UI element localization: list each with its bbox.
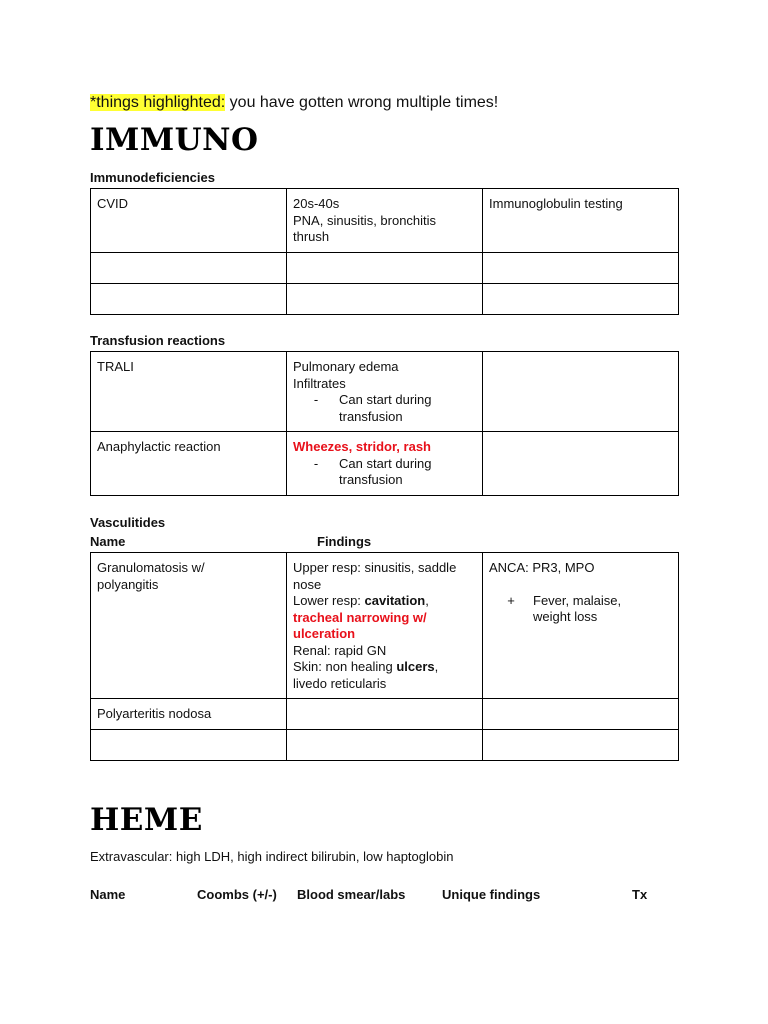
transfusion-table <box>90 351 679 496</box>
cell-text: thrush <box>293 229 330 244</box>
bullet-marker: - <box>313 455 319 471</box>
cell-text: PNA, sinusitis, bronchitis <box>293 212 437 228</box>
table-cell <box>287 253 483 284</box>
table-cell <box>91 432 287 496</box>
table-cell <box>91 253 287 284</box>
highlight-legend-text: you have gotten wrong multiple times! <box>225 94 499 111</box>
cell-text <box>293 593 476 610</box>
table-cell <box>91 553 287 699</box>
text-run: Skin: non healing <box>293 659 397 674</box>
bullet-item <box>489 593 672 626</box>
table-cell <box>483 432 679 496</box>
bullet-text <box>339 456 432 489</box>
heme-header-tx: Tx <box>632 887 648 902</box>
section-title-heme: HEME <box>90 802 203 838</box>
table-cell <box>483 352 679 432</box>
highlighted-text: Wheezes, stridor, rash <box>293 439 431 454</box>
cell-text: Polyarteritis nodosa <box>97 706 212 721</box>
table-row <box>91 253 679 284</box>
table-cell <box>483 253 679 284</box>
table-cell <box>287 189 483 253</box>
bold-text: cavitation <box>364 593 426 608</box>
highlight-legend-marker: *things highlighted: <box>90 94 226 111</box>
cell-text: Immunoglobulin testing <box>489 196 623 211</box>
table-cell <box>287 699 483 730</box>
subheading-vasculitides: Vasculitides <box>90 515 166 530</box>
bullet-item <box>293 456 476 489</box>
cell-text: 20s-40s <box>293 196 340 211</box>
bullet-line: transfusion <box>339 472 403 487</box>
cell-text: TRALI <box>97 359 134 374</box>
table-cell <box>483 699 679 730</box>
table-cell <box>287 432 483 496</box>
heme-header-unique: Unique findings <box>442 887 541 902</box>
subheading-transfusion-reactions: Transfusion reactions <box>90 333 226 348</box>
table-row <box>91 189 679 253</box>
subheading-immunodeficiencies: Immunodeficiencies <box>90 170 215 185</box>
heme-header-smear: Blood smear/labs <box>297 887 406 902</box>
table-row <box>91 553 679 699</box>
cell-text: CVID <box>97 196 129 211</box>
cell-text: nose <box>293 576 322 592</box>
table-cell <box>483 189 679 253</box>
heme-header-name: Name <box>90 887 126 902</box>
bullet-text <box>339 392 432 425</box>
table-cell <box>91 352 287 432</box>
cell-text: livedo reticularis <box>293 675 387 691</box>
text-run: , <box>425 593 429 608</box>
cell-text: Anaphylactic reaction <box>97 439 221 454</box>
text-run: , <box>434 659 439 674</box>
bullet-text <box>533 593 621 626</box>
table-cell <box>483 730 679 761</box>
column-label-findings: Findings <box>317 534 372 549</box>
cell-text <box>293 659 476 676</box>
bullet-line: Can start during <box>339 455 432 471</box>
table-row <box>91 432 679 496</box>
cell-text: Granulomatosis w/ <box>97 560 205 575</box>
table-row <box>91 284 679 315</box>
table-cell <box>91 189 287 253</box>
cell-text: Pulmonary edema <box>293 359 399 374</box>
table-cell <box>91 699 287 730</box>
bullet-item <box>293 392 476 425</box>
table-cell <box>287 352 483 432</box>
immunodeficiencies-table <box>90 188 679 315</box>
cell-text: polyangitis <box>97 576 159 592</box>
cell-text: Renal: rapid GN <box>293 642 387 658</box>
text-run: Lower resp: <box>293 593 365 608</box>
heme-header-coombs: Coombs (+/-) <box>197 887 277 902</box>
table-cell <box>287 730 483 761</box>
section-title-immuno: IMMUNO <box>90 122 259 158</box>
bullet-line: weight loss <box>533 609 598 624</box>
table-cell <box>91 730 287 761</box>
bullet-line: Can start during <box>339 392 432 407</box>
bullet-marker: + <box>507 592 515 608</box>
bullet-line: Fever, malaise, <box>533 592 622 608</box>
bullet-marker: - <box>313 392 319 407</box>
cell-text: Infiltrates <box>293 375 346 391</box>
vasculitides-table <box>90 552 679 761</box>
table-cell <box>287 553 483 699</box>
highlight-legend <box>90 94 498 112</box>
table-row <box>91 699 679 730</box>
bold-text: ulcers <box>396 659 435 674</box>
table-cell <box>287 284 483 315</box>
highlighted-text: tracheal narrowing w/ <box>293 609 427 625</box>
bullet-line: transfusion <box>339 408 403 424</box>
column-label-name: Name <box>90 534 126 549</box>
extravascular-note: Extravascular: high LDH, high indirect bilirubin, low haptoglobin <box>90 849 454 864</box>
table-row <box>91 352 679 432</box>
table-row <box>91 730 679 761</box>
highlighted-text: ulceration <box>293 626 356 641</box>
cell-text: ANCA: PR3, MPO <box>489 560 595 575</box>
table-cell <box>483 553 679 699</box>
table-cell <box>483 284 679 315</box>
table-cell <box>91 284 287 315</box>
cell-text: Upper resp: sinusitis, saddle <box>293 560 457 575</box>
